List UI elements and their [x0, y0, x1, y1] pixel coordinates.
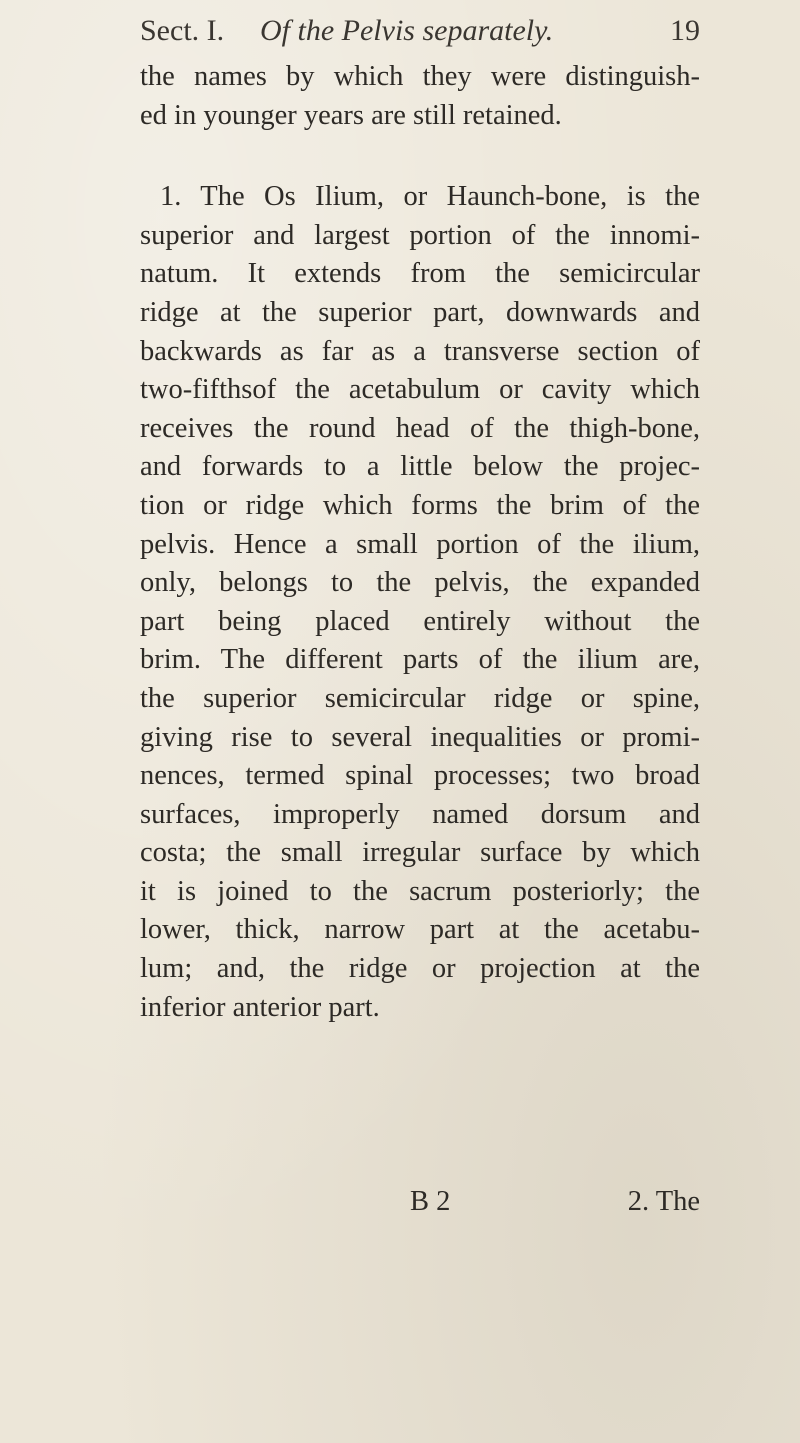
text-line: backwards as far as a transverse section of: [140, 335, 700, 367]
text-line: giving rise to several inequalities or promi-: [140, 721, 700, 753]
text-line: inferior anterior part.: [140, 991, 380, 1023]
text-line: tion or ridge which forms the brim of the: [140, 489, 700, 521]
text-line: ed in younger years are still retained.: [140, 99, 562, 131]
text-line: nences, termed spinal processes; two broad: [140, 760, 700, 792]
text-line: ridge at the superior part, downwards and: [140, 296, 700, 328]
page-number: 19: [670, 14, 700, 47]
text-line: costa; the small irregular surface by which: [140, 837, 700, 869]
text-line: pelvis. Hence a small portion of the ilium,: [140, 528, 700, 560]
text-line: lum; and, the ridge or projection at the: [140, 953, 700, 985]
text-line: and forwards to a little below the projec-: [140, 451, 700, 483]
text-line: it is joined to the sacrum posteriorly; the: [140, 875, 700, 907]
section-number: Sect. I.: [140, 14, 225, 47]
text-line: 1. The Os Ilium, or Haunch-bone, is the: [160, 181, 700, 213]
text-line: surfaces, improperly named dorsum and: [140, 798, 700, 830]
text-line: brim. The different parts of the ilium are,: [140, 644, 700, 676]
paragraph-continuation: [140, 58, 700, 135]
signature-mark: B 2: [410, 1186, 451, 1217]
text-line: receives the round head of the thigh-bone,: [140, 412, 700, 444]
text-line: two-fifthsof the acetabulum or cavity which: [140, 374, 700, 406]
text-line: only, belongs to the pelvis, the expanded: [140, 567, 700, 599]
page-footer: [140, 1186, 700, 1226]
text-line: natum. It extends from the semicircular: [140, 258, 700, 290]
running-header: [140, 14, 700, 58]
running-title: Of the Pelvis separately.: [260, 14, 554, 47]
text-line: the names by which they were distinguish-: [140, 61, 700, 92]
body-text: [140, 58, 700, 1027]
text-line: superior and largest portion of the innomi-: [140, 219, 700, 251]
text-line: lower, thick, narrow part at the acetabu-: [140, 914, 700, 946]
paragraph-os-ilium: [140, 178, 700, 1027]
text-line: part being placed entirely without the: [140, 605, 700, 637]
text-line: the superior semicircular ridge or spine,: [140, 682, 700, 714]
catchword: 2. The: [627, 1186, 700, 1217]
